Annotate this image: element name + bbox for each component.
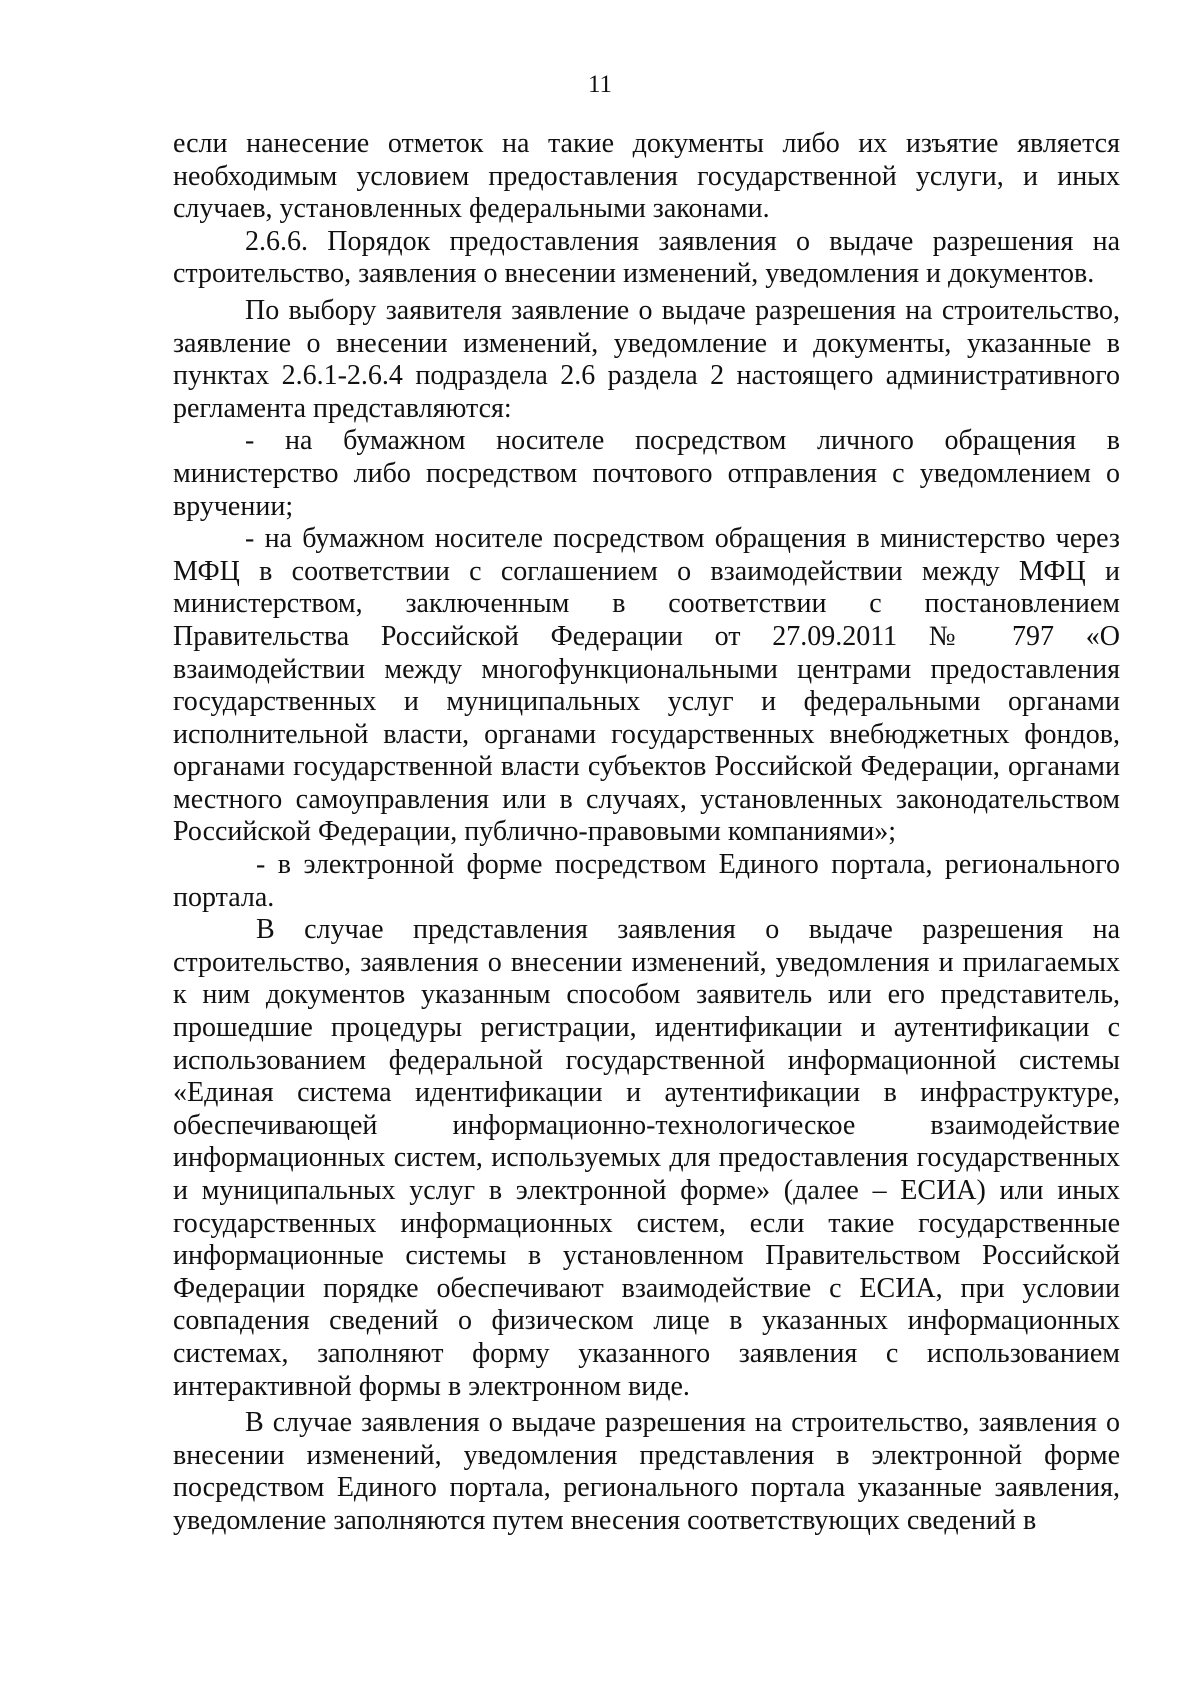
paragraph-section-2-6-6: 2.6.6. Порядок предоставления заявления о выдаче разрешения на строительство, заявления о внесении изменений, уведомления и документов. (173, 225, 1120, 290)
paragraph-esia-submission: В случае представления заявления о выдаче разрешения на строительство, заявления о внесении изменений, уведомления и прилагаемых к ним документов указанным способом заявитель или его представитель, прошедшие процедуры регистрации, идентификации и аутентификации с использованием федеральной государственной информационной системы «Единая система идентификации и аутентификации в инфраструктуре, обеспечивающей информационно-технологическое взаимодействие информационных систем, используемых для предоставления государственных и муниципальных услуг в электронной форме» (далее – ЕСИА) или иных государственных информационных систем, если такие государственные информационные системы в установленном Правительством Российской Федерации порядке обеспечивают взаимодействие с ЕСИА, при условии совпадения сведений о физическом лице в указанных информационных системах, заполняют форму указанного заявления с использованием интерактивной формы в электронном виде. (173, 914, 1120, 1402)
paragraph-electronic-filling: В случае заявления о выдаче разрешения на строительство, заявления о внесении изменений, уведомления представления в электронной форме посредством Единого портала, регионального портала указанные заявления, уведомление заполняются путем внесения соответствующих сведений в (173, 1407, 1120, 1536)
list-item-paper-mfc: - на бумажном носителе посредством обращения в министерство через МФЦ в соответствии с соглашением о взаимодействии между МФЦ и министерством, заключенным в соответствии с постановлением Правительства Российской Федерации от 27.09.2011 № 797 «О взаимодействии между многофункциональными центрами предоставления государственных и муниципальных услуг и федеральными органами исполнительной власти, органами государственных внебюджетных фондов, органами государственной власти субъектов Российской Федерации, органами местного самоуправления или в случаях, установленных законодательством Российской Федерации, публично-правовыми компаниями»; (173, 523, 1120, 848)
list-item-electronic: - в электронной форме посредством Единого портала, регионального портала. (173, 849, 1120, 913)
paragraph-continuation: если нанесение отметок на такие документы либо их изъятие является необходимым условием предоставления государственной услуги, и иных случаев, установленных федеральными законами. (173, 128, 1120, 225)
paragraph-submission-options: По выбору заявителя заявление о выдаче разрешения на строительство, заявление о внесении изменений, уведомление и документы, указанные в пунктах 2.6.1-2.6.4 подраздела 2.6 раздела 2 настоящего административного регламента представляются: (173, 294, 1120, 424)
document-body (173, 128, 1120, 1538)
page-number: 11 (587, 71, 613, 98)
list-item-paper-personal: - на бумажном носителе посредством личного обращения в министерство либо посредством почтового отправления с уведомлением о вручении; (173, 425, 1120, 522)
